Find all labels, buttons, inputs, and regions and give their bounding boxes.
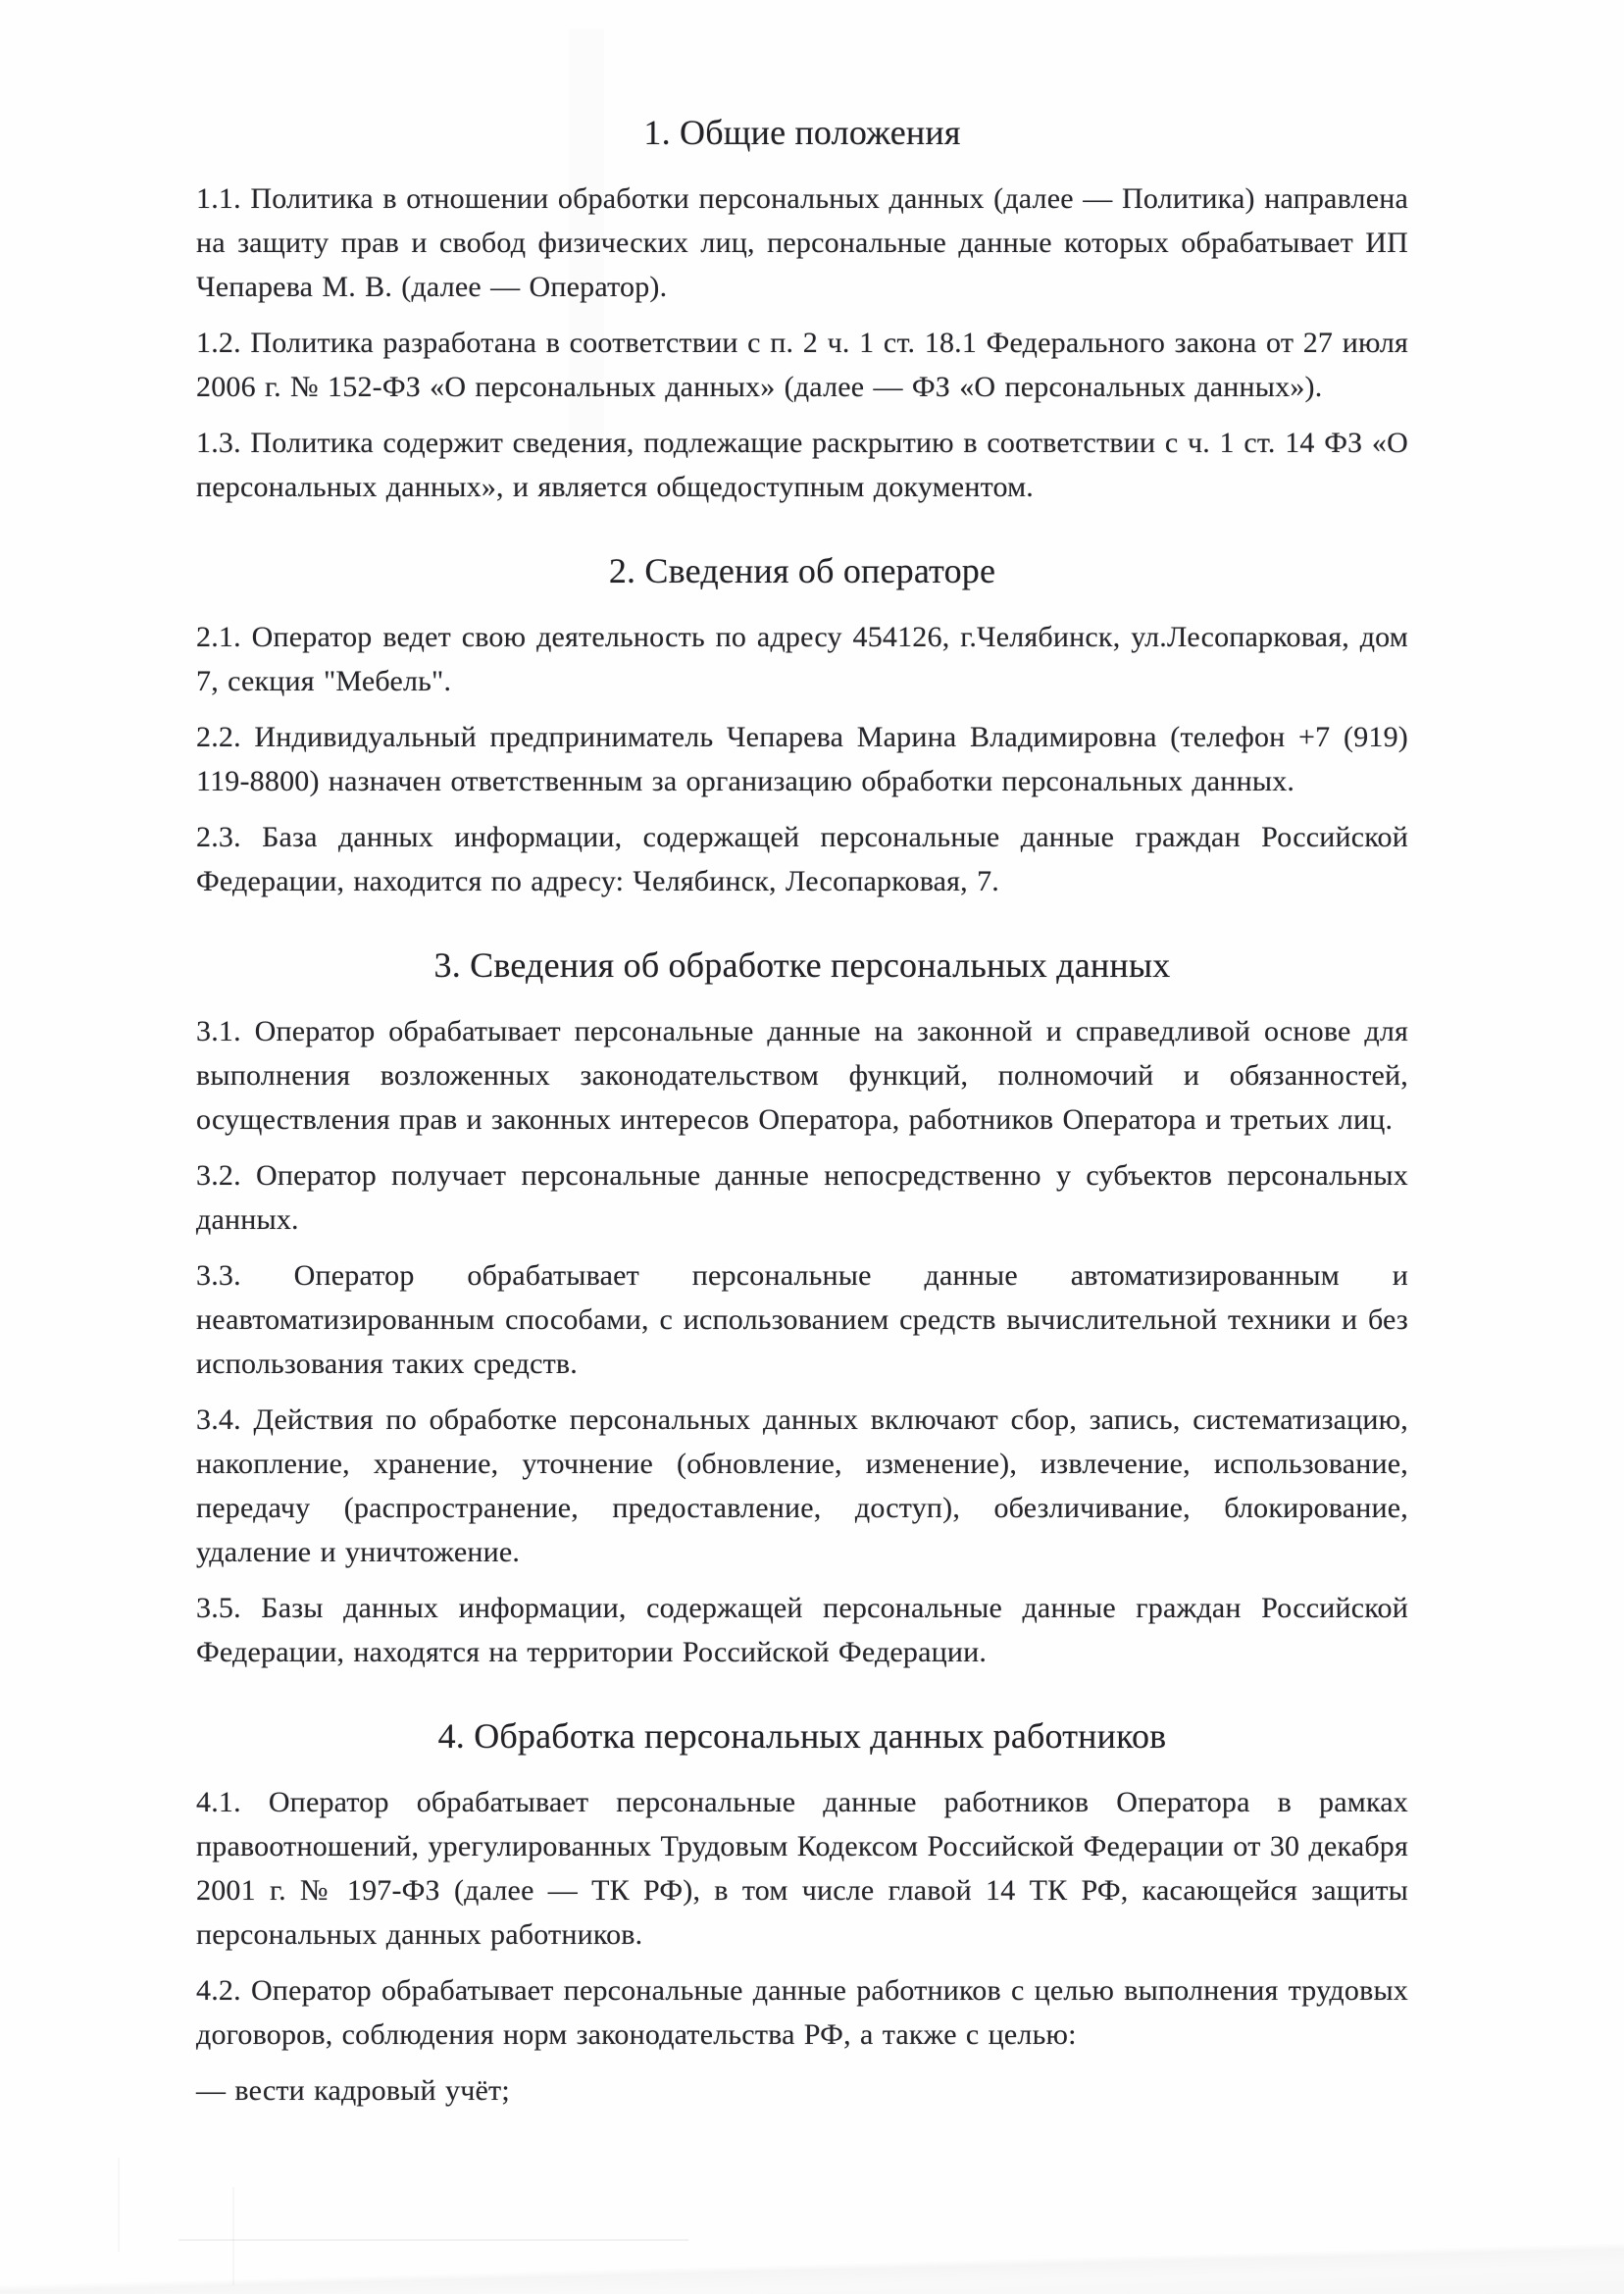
clause-2-3: 2.3. База данных информации, содержащей персональные данные граждан Российской Федерации, находится по адресу: Челябинск, Лесопарковая, 7. (196, 821, 1408, 897)
scan-hairline-artifact (232, 2187, 234, 2285)
clause-3-1: 3.1. Оператор обрабатывает персональные данные на законной и справедливой основе для выполнения возложенных законодательством функций, полномочий и обязанностей, осуществления прав и законных интересов Оператора, работников Оператора и третьих лиц. (196, 1015, 1408, 1136)
scan-hairline-artifact (178, 2239, 688, 2241)
clause-3-5: 3.5. Базы данных информации, содержащей персональные данные граждан Российской Федерации, находятся на территории Российской Федерации. (196, 1592, 1408, 1668)
clause-3-3: 3.3. Оператор обрабатывает персональные данные автоматизированным и неавтоматизированным способами, с использованием средств вычислительной техники и без использования таких средств. (196, 1259, 1408, 1380)
list-item-dash: — вести кадровый учёт; (196, 2074, 510, 2107)
clause-3-4: 3.4. Действия по обработке персональных данных включают сбор, запись, систематизацию, накопление, хранение, уточнение (обновление, изменение), извлечение, использование, передачу (распространение, предоставление, доступ), обезличивание, блокирование, удаление и уничтожение. (196, 1403, 1408, 1568)
document-content (196, 110, 1408, 2113)
section-2-heading: 2. Сведения об операторе (608, 551, 996, 590)
section-3-heading: 3. Сведения об обработке персональных данных (433, 945, 1171, 985)
scan-hairline-artifact (118, 2158, 120, 2252)
clause-1-1: 1.1. Политика в отношении обработки персональных данных (далее — Политика) направлена на защиту прав и свобод физических лиц, персональные данные которых обрабатывает ИП Чепарева М. В. (далее — Оператор). (196, 182, 1408, 303)
section-1-heading: 1. Общие положения (643, 113, 961, 152)
clause-1-3: 1.3. Политика содержит сведения, подлежащие раскрытию в соответствии с ч. 1 ст. 14 ФЗ «О персональных данных», и является общедоступным документом. (196, 427, 1408, 503)
clause-2-1: 2.1. Оператор ведет свою деятельность по адресу 454126, г.Челябинск, ул.Лесопарковая, дом 7, секция "Мебель". (196, 621, 1408, 697)
clause-4-2: 4.2. Оператор обрабатывает персональные данные работников с целью выполнения трудовых договоров, соблюдения норм законодательства РФ, а также с целью: (196, 1974, 1408, 2051)
section-4-heading: 4. Обработка персональных данных работников (437, 1716, 1167, 1756)
section-general-provisions (196, 110, 1408, 509)
clause-4-1: 4.1. Оператор обрабатывает персональные данные работников Оператора в рамках правоотношений, урегулированных Трудовым Кодексом Российской Федерации от 30 декабря 2001 г. № 197-ФЗ (далее — ТК РФ), в том числе главой 14 ТК РФ, касающейся защиты персональных данных работников. (196, 1786, 1408, 1951)
clause-3-2: 3.2. Оператор получает персональные данные непосредственно у субъектов персональных данных. (196, 1159, 1408, 1236)
section-employee-data (196, 1713, 1408, 2113)
scan-page-edge-artifact (0, 2243, 1624, 2294)
section-processing-info (196, 943, 1408, 1674)
clause-2-2: 2.2. Индивидуальный предприниматель Чепарева Марина Владимировна (телефон +7 (919) 119-8800) назначен ответственным за организацию обработки персональных данных. (196, 721, 1408, 797)
section-operator-info (196, 548, 1408, 903)
clause-1-2: 1.2. Политика разработана в соответствии с п. 2 ч. 1 ст. 18.1 Федерального закона от 27 июля 2006 г. № 152-ФЗ «О персональных данных» (далее — ФЗ «О персональных данных»). (196, 327, 1408, 403)
